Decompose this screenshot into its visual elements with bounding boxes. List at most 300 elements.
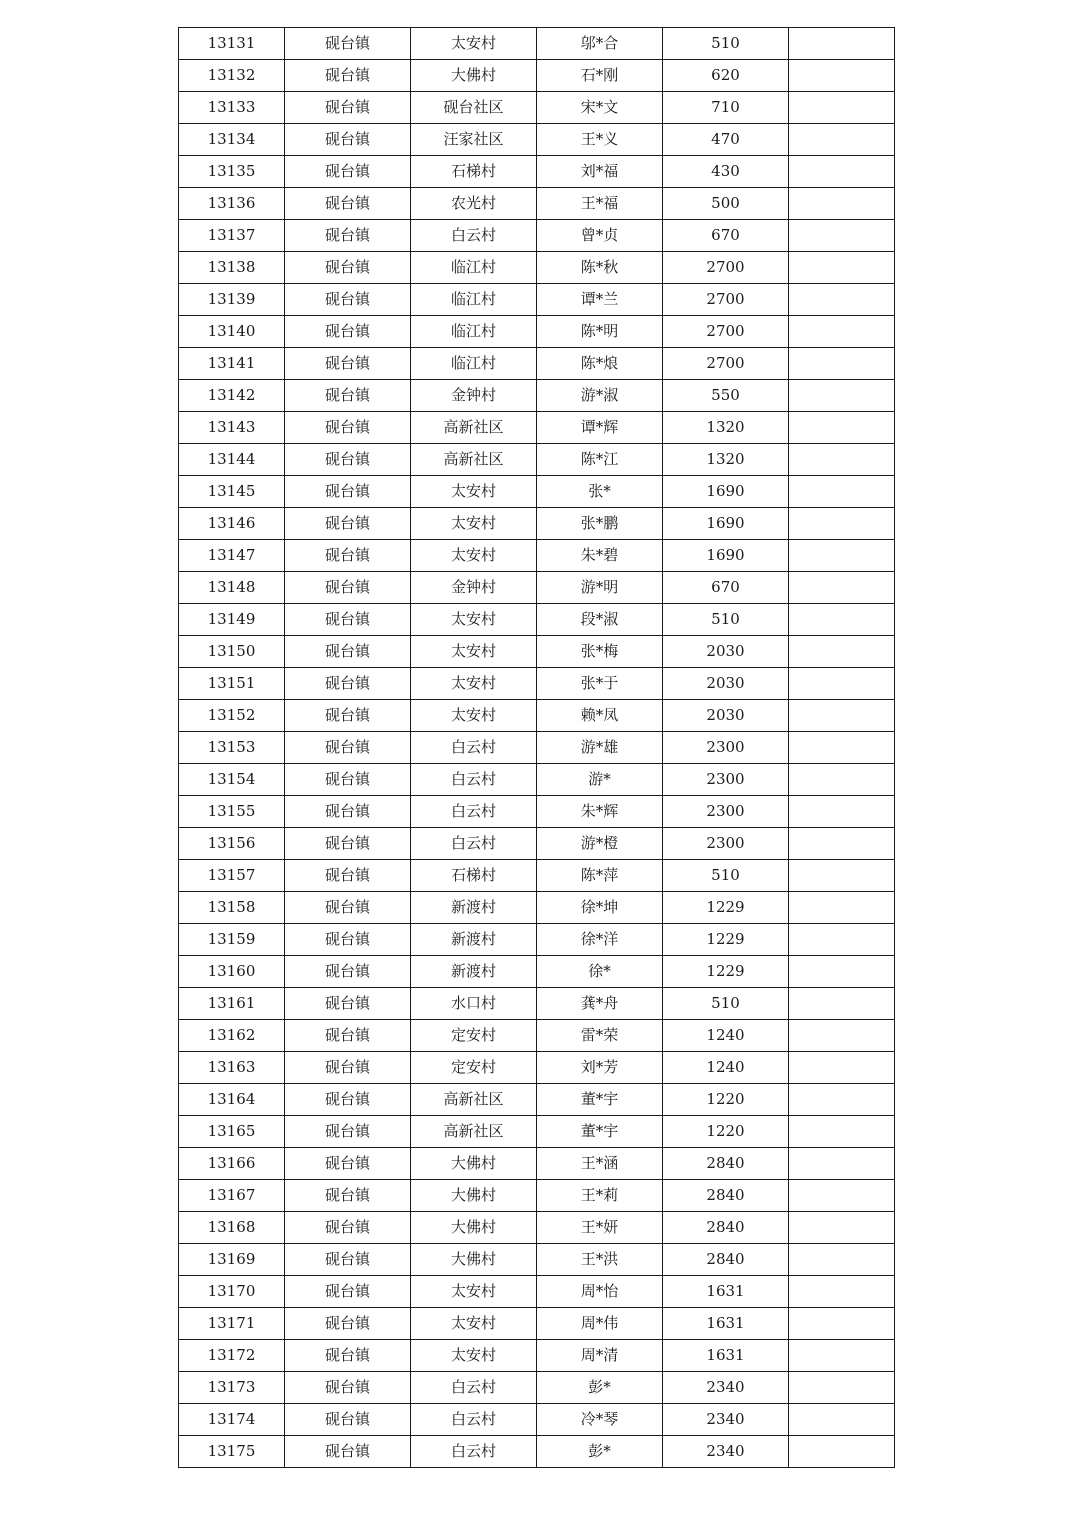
row-id-cell: 13133 — [179, 92, 285, 124]
row-id-cell: 13163 — [179, 1052, 285, 1084]
name-cell: 谭*兰 — [537, 284, 663, 316]
town-cell: 砚台镇 — [285, 668, 411, 700]
town-cell: 砚台镇 — [285, 572, 411, 604]
name-cell: 陈*萍 — [537, 860, 663, 892]
row-id-cell: 13154 — [179, 764, 285, 796]
village-cell: 金钟村 — [411, 380, 537, 412]
village-cell: 砚台社区 — [411, 92, 537, 124]
table-row — [179, 604, 895, 636]
table-row — [179, 284, 895, 316]
note-cell — [789, 1308, 895, 1340]
town-cell: 砚台镇 — [285, 860, 411, 892]
note-cell — [789, 732, 895, 764]
row-id-cell: 13131 — [179, 28, 285, 60]
note-cell — [789, 1148, 895, 1180]
name-cell: 王*妍 — [537, 1212, 663, 1244]
row-id-cell: 13150 — [179, 636, 285, 668]
amount-cell: 1220 — [663, 1084, 789, 1116]
row-id-cell: 13141 — [179, 348, 285, 380]
table-row — [179, 956, 895, 988]
name-cell: 谭*辉 — [537, 412, 663, 444]
note-cell — [789, 348, 895, 380]
table-row — [179, 1372, 895, 1404]
row-id-cell: 13147 — [179, 540, 285, 572]
village-cell: 太安村 — [411, 476, 537, 508]
note-cell — [789, 1180, 895, 1212]
name-cell: 张*鹏 — [537, 508, 663, 540]
table-row — [179, 924, 895, 956]
note-cell — [789, 636, 895, 668]
row-id-cell: 13173 — [179, 1372, 285, 1404]
note-cell — [789, 572, 895, 604]
name-cell: 王*涵 — [537, 1148, 663, 1180]
town-cell: 砚台镇 — [285, 1436, 411, 1468]
note-cell — [789, 1404, 895, 1436]
row-id-cell: 13165 — [179, 1116, 285, 1148]
town-cell: 砚台镇 — [285, 412, 411, 444]
town-cell: 砚台镇 — [285, 1084, 411, 1116]
note-cell — [789, 1436, 895, 1468]
row-id-cell: 13134 — [179, 124, 285, 156]
amount-cell: 2300 — [663, 732, 789, 764]
note-cell — [789, 796, 895, 828]
name-cell: 游*明 — [537, 572, 663, 604]
note-cell — [789, 476, 895, 508]
row-id-cell: 13158 — [179, 892, 285, 924]
note-cell — [789, 668, 895, 700]
table-row — [179, 1340, 895, 1372]
amount-cell: 1690 — [663, 508, 789, 540]
town-cell: 砚台镇 — [285, 604, 411, 636]
row-id-cell: 13168 — [179, 1212, 285, 1244]
data-table — [178, 27, 895, 1468]
amount-cell: 2840 — [663, 1244, 789, 1276]
name-cell: 石*刚 — [537, 60, 663, 92]
amount-cell: 1631 — [663, 1340, 789, 1372]
table-row — [179, 316, 895, 348]
town-cell: 砚台镇 — [285, 1212, 411, 1244]
row-id-cell: 13132 — [179, 60, 285, 92]
row-id-cell: 13157 — [179, 860, 285, 892]
name-cell: 刘*福 — [537, 156, 663, 188]
note-cell — [789, 508, 895, 540]
note-cell — [789, 380, 895, 412]
name-cell: 周*伟 — [537, 1308, 663, 1340]
table-row — [179, 1148, 895, 1180]
name-cell: 王*莉 — [537, 1180, 663, 1212]
table-row — [179, 700, 895, 732]
table-row — [179, 572, 895, 604]
name-cell: 曾*贞 — [537, 220, 663, 252]
note-cell — [789, 860, 895, 892]
village-cell: 新渡村 — [411, 892, 537, 924]
name-cell: 陈*秋 — [537, 252, 663, 284]
table-row — [179, 476, 895, 508]
name-cell: 陈*明 — [537, 316, 663, 348]
row-id-cell: 13142 — [179, 380, 285, 412]
row-id-cell: 13156 — [179, 828, 285, 860]
note-cell — [789, 892, 895, 924]
village-cell: 太安村 — [411, 28, 537, 60]
village-cell: 大佛村 — [411, 1180, 537, 1212]
name-cell: 宋*文 — [537, 92, 663, 124]
note-cell — [789, 284, 895, 316]
name-cell: 董*宇 — [537, 1084, 663, 1116]
note-cell — [789, 540, 895, 572]
note-cell — [789, 124, 895, 156]
row-id-cell: 13148 — [179, 572, 285, 604]
town-cell: 砚台镇 — [285, 636, 411, 668]
village-cell: 白云村 — [411, 1436, 537, 1468]
amount-cell: 430 — [663, 156, 789, 188]
name-cell: 游*雄 — [537, 732, 663, 764]
note-cell — [789, 92, 895, 124]
village-cell: 白云村 — [411, 828, 537, 860]
table-row — [179, 1212, 895, 1244]
note-cell — [789, 444, 895, 476]
note-cell — [789, 604, 895, 636]
name-cell: 徐* — [537, 956, 663, 988]
row-id-cell: 13162 — [179, 1020, 285, 1052]
name-cell: 王*义 — [537, 124, 663, 156]
village-cell: 太安村 — [411, 1276, 537, 1308]
note-cell — [789, 1084, 895, 1116]
row-id-cell: 13171 — [179, 1308, 285, 1340]
row-id-cell: 13167 — [179, 1180, 285, 1212]
name-cell: 朱*辉 — [537, 796, 663, 828]
town-cell: 砚台镇 — [285, 380, 411, 412]
town-cell: 砚台镇 — [285, 316, 411, 348]
table-row — [179, 1116, 895, 1148]
amount-cell: 670 — [663, 572, 789, 604]
row-id-cell: 13152 — [179, 700, 285, 732]
note-cell — [789, 956, 895, 988]
town-cell: 砚台镇 — [285, 540, 411, 572]
amount-cell: 2300 — [663, 764, 789, 796]
amount-cell: 500 — [663, 188, 789, 220]
village-cell: 大佛村 — [411, 1148, 537, 1180]
amount-cell: 2700 — [663, 284, 789, 316]
note-cell — [789, 924, 895, 956]
town-cell: 砚台镇 — [285, 1372, 411, 1404]
table-row — [179, 668, 895, 700]
row-id-cell: 13135 — [179, 156, 285, 188]
amount-cell: 1240 — [663, 1020, 789, 1052]
village-cell: 大佛村 — [411, 1244, 537, 1276]
town-cell: 砚台镇 — [285, 1116, 411, 1148]
town-cell: 砚台镇 — [285, 476, 411, 508]
note-cell — [789, 156, 895, 188]
row-id-cell: 13161 — [179, 988, 285, 1020]
name-cell: 邬*合 — [537, 28, 663, 60]
row-id-cell: 13139 — [179, 284, 285, 316]
table-row — [179, 796, 895, 828]
village-cell: 太安村 — [411, 604, 537, 636]
amount-cell: 510 — [663, 28, 789, 60]
table-row — [179, 988, 895, 1020]
village-cell: 临江村 — [411, 284, 537, 316]
row-id-cell: 13143 — [179, 412, 285, 444]
amount-cell: 1320 — [663, 412, 789, 444]
village-cell: 大佛村 — [411, 1212, 537, 1244]
amount-cell: 2340 — [663, 1436, 789, 1468]
note-cell — [789, 1244, 895, 1276]
table-row — [179, 60, 895, 92]
amount-cell: 2340 — [663, 1372, 789, 1404]
village-cell: 白云村 — [411, 1404, 537, 1436]
village-cell: 临江村 — [411, 252, 537, 284]
name-cell: 董*宇 — [537, 1116, 663, 1148]
village-cell: 临江村 — [411, 316, 537, 348]
village-cell: 高新社区 — [411, 412, 537, 444]
row-id-cell: 13160 — [179, 956, 285, 988]
name-cell: 龚*舟 — [537, 988, 663, 1020]
table-row — [179, 348, 895, 380]
town-cell: 砚台镇 — [285, 892, 411, 924]
town-cell: 砚台镇 — [285, 188, 411, 220]
village-cell: 白云村 — [411, 220, 537, 252]
name-cell: 赖*凤 — [537, 700, 663, 732]
village-cell: 太安村 — [411, 1340, 537, 1372]
row-id-cell: 13136 — [179, 188, 285, 220]
row-id-cell: 13144 — [179, 444, 285, 476]
town-cell: 砚台镇 — [285, 60, 411, 92]
town-cell: 砚台镇 — [285, 924, 411, 956]
note-cell — [789, 1020, 895, 1052]
amount-cell: 670 — [663, 220, 789, 252]
town-cell: 砚台镇 — [285, 1020, 411, 1052]
town-cell: 砚台镇 — [285, 700, 411, 732]
village-cell: 太安村 — [411, 668, 537, 700]
row-id-cell: 13140 — [179, 316, 285, 348]
table-body — [179, 28, 895, 1468]
village-cell: 太安村 — [411, 508, 537, 540]
table-row — [179, 28, 895, 60]
name-cell: 刘*芳 — [537, 1052, 663, 1084]
amount-cell: 2300 — [663, 828, 789, 860]
village-cell: 临江村 — [411, 348, 537, 380]
village-cell: 太安村 — [411, 700, 537, 732]
town-cell: 砚台镇 — [285, 508, 411, 540]
row-id-cell: 13174 — [179, 1404, 285, 1436]
village-cell: 高新社区 — [411, 444, 537, 476]
amount-cell: 2700 — [663, 316, 789, 348]
village-cell: 大佛村 — [411, 60, 537, 92]
table-row — [179, 444, 895, 476]
table-row — [179, 540, 895, 572]
note-cell — [789, 1276, 895, 1308]
table-row — [179, 828, 895, 860]
note-cell — [789, 220, 895, 252]
row-id-cell: 13170 — [179, 1276, 285, 1308]
amount-cell: 2030 — [663, 700, 789, 732]
town-cell: 砚台镇 — [285, 764, 411, 796]
amount-cell: 1229 — [663, 892, 789, 924]
amount-cell: 550 — [663, 380, 789, 412]
name-cell: 朱*碧 — [537, 540, 663, 572]
row-id-cell: 13151 — [179, 668, 285, 700]
amount-cell: 1690 — [663, 476, 789, 508]
town-cell: 砚台镇 — [285, 220, 411, 252]
village-cell: 新渡村 — [411, 924, 537, 956]
name-cell: 游*橙 — [537, 828, 663, 860]
town-cell: 砚台镇 — [285, 1148, 411, 1180]
amount-cell: 710 — [663, 92, 789, 124]
table-row — [179, 1276, 895, 1308]
town-cell: 砚台镇 — [285, 1276, 411, 1308]
village-cell: 白云村 — [411, 732, 537, 764]
amount-cell: 2340 — [663, 1404, 789, 1436]
row-id-cell: 13164 — [179, 1084, 285, 1116]
village-cell: 白云村 — [411, 1372, 537, 1404]
village-cell: 太安村 — [411, 1308, 537, 1340]
row-id-cell: 13153 — [179, 732, 285, 764]
row-id-cell: 13166 — [179, 1148, 285, 1180]
amount-cell: 2840 — [663, 1212, 789, 1244]
village-cell: 定安村 — [411, 1020, 537, 1052]
village-cell: 高新社区 — [411, 1116, 537, 1148]
table-row — [179, 380, 895, 412]
note-cell — [789, 60, 895, 92]
amount-cell: 510 — [663, 604, 789, 636]
town-cell: 砚台镇 — [285, 796, 411, 828]
table-row — [179, 860, 895, 892]
town-cell: 砚台镇 — [285, 1308, 411, 1340]
town-cell: 砚台镇 — [285, 1404, 411, 1436]
amount-cell: 1229 — [663, 956, 789, 988]
amount-cell: 470 — [663, 124, 789, 156]
table-row — [179, 764, 895, 796]
table-row — [179, 1084, 895, 1116]
note-cell — [789, 828, 895, 860]
amount-cell: 2030 — [663, 668, 789, 700]
amount-cell: 1320 — [663, 444, 789, 476]
note-cell — [789, 1116, 895, 1148]
village-cell: 白云村 — [411, 764, 537, 796]
amount-cell: 2840 — [663, 1148, 789, 1180]
name-cell: 游*淑 — [537, 380, 663, 412]
note-cell — [789, 764, 895, 796]
name-cell: 陈*江 — [537, 444, 663, 476]
town-cell: 砚台镇 — [285, 828, 411, 860]
name-cell: 张* — [537, 476, 663, 508]
amount-cell: 1631 — [663, 1276, 789, 1308]
note-cell — [789, 700, 895, 732]
amount-cell: 510 — [663, 860, 789, 892]
note-cell — [789, 316, 895, 348]
amount-cell: 1690 — [663, 540, 789, 572]
town-cell: 砚台镇 — [285, 28, 411, 60]
name-cell: 张*于 — [537, 668, 663, 700]
row-id-cell: 13155 — [179, 796, 285, 828]
amount-cell: 620 — [663, 60, 789, 92]
town-cell: 砚台镇 — [285, 1052, 411, 1084]
note-cell — [789, 988, 895, 1020]
village-cell: 太安村 — [411, 540, 537, 572]
village-cell: 农光村 — [411, 188, 537, 220]
town-cell: 砚台镇 — [285, 252, 411, 284]
name-cell: 陈*烺 — [537, 348, 663, 380]
name-cell: 游* — [537, 764, 663, 796]
name-cell: 周*清 — [537, 1340, 663, 1372]
table-row — [179, 124, 895, 156]
village-cell: 石梯村 — [411, 156, 537, 188]
table-row — [179, 1436, 895, 1468]
name-cell: 雷*荣 — [537, 1020, 663, 1052]
note-cell — [789, 28, 895, 60]
town-cell: 砚台镇 — [285, 732, 411, 764]
amount-cell: 2840 — [663, 1180, 789, 1212]
village-cell: 石梯村 — [411, 860, 537, 892]
amount-cell: 1220 — [663, 1116, 789, 1148]
town-cell: 砚台镇 — [285, 1244, 411, 1276]
row-id-cell: 13138 — [179, 252, 285, 284]
note-cell — [789, 1372, 895, 1404]
amount-cell: 2700 — [663, 348, 789, 380]
amount-cell: 2700 — [663, 252, 789, 284]
village-cell: 金钟村 — [411, 572, 537, 604]
name-cell: 徐*坤 — [537, 892, 663, 924]
amount-cell: 2030 — [663, 636, 789, 668]
town-cell: 砚台镇 — [285, 124, 411, 156]
village-cell: 高新社区 — [411, 1084, 537, 1116]
table-row — [179, 188, 895, 220]
table-row — [179, 508, 895, 540]
row-id-cell: 13172 — [179, 1340, 285, 1372]
amount-cell: 1229 — [663, 924, 789, 956]
table-row — [179, 636, 895, 668]
name-cell: 徐*洋 — [537, 924, 663, 956]
row-id-cell: 13149 — [179, 604, 285, 636]
table-row — [179, 156, 895, 188]
note-cell — [789, 1052, 895, 1084]
amount-cell: 1631 — [663, 1308, 789, 1340]
town-cell: 砚台镇 — [285, 444, 411, 476]
name-cell: 张*梅 — [537, 636, 663, 668]
table-row — [179, 1020, 895, 1052]
note-cell — [789, 1340, 895, 1372]
village-cell: 新渡村 — [411, 956, 537, 988]
table-row — [179, 1244, 895, 1276]
name-cell: 彭* — [537, 1372, 663, 1404]
name-cell: 彭* — [537, 1436, 663, 1468]
amount-cell: 1240 — [663, 1052, 789, 1084]
town-cell: 砚台镇 — [285, 956, 411, 988]
name-cell: 冷*琴 — [537, 1404, 663, 1436]
row-id-cell: 13175 — [179, 1436, 285, 1468]
row-id-cell: 13145 — [179, 476, 285, 508]
table-row — [179, 1308, 895, 1340]
note-cell — [789, 1212, 895, 1244]
name-cell: 王*洪 — [537, 1244, 663, 1276]
village-cell: 白云村 — [411, 796, 537, 828]
name-cell: 周*怡 — [537, 1276, 663, 1308]
village-cell: 汪家社区 — [411, 124, 537, 156]
table-row — [179, 1052, 895, 1084]
table-row — [179, 220, 895, 252]
name-cell: 段*淑 — [537, 604, 663, 636]
town-cell: 砚台镇 — [285, 92, 411, 124]
table-row — [179, 412, 895, 444]
row-id-cell: 13169 — [179, 1244, 285, 1276]
table-row — [179, 252, 895, 284]
amount-cell: 2300 — [663, 796, 789, 828]
note-cell — [789, 252, 895, 284]
town-cell: 砚台镇 — [285, 1340, 411, 1372]
village-cell: 水口村 — [411, 988, 537, 1020]
table-row — [179, 732, 895, 764]
amount-cell: 510 — [663, 988, 789, 1020]
